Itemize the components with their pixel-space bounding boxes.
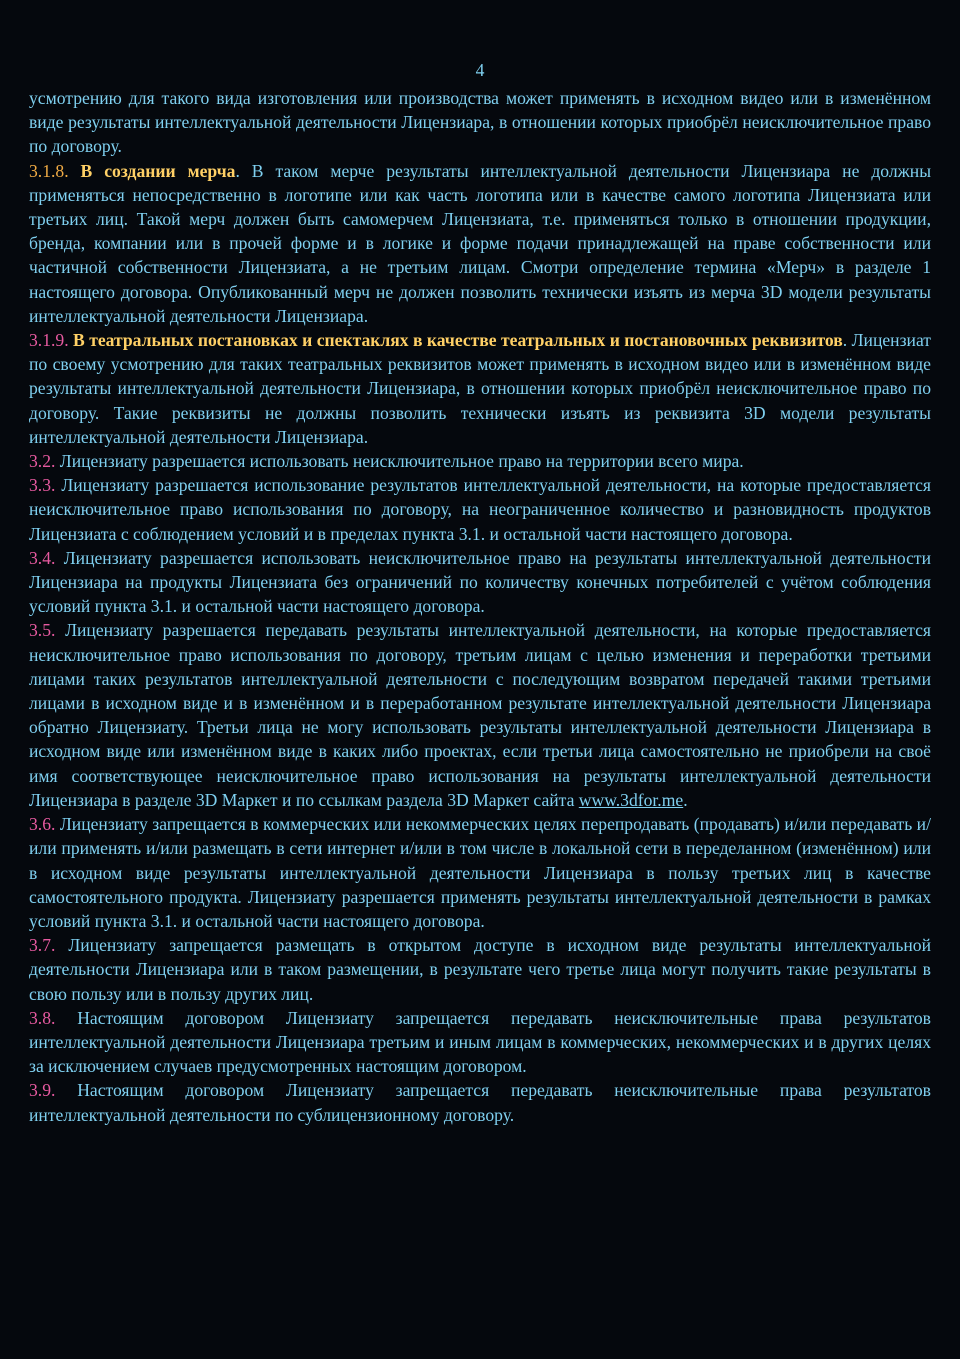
clause-text: Лицензиат по своему усмотрению для таких театральных реквизитов может применять в исходном видео или в изменённом виде результаты интеллектуальной деятельности Лицензиара, в отношении которых приобрёл неисключительное право по договору. Такие реквизиты не должны позволить технически изъять из реквизита 3D модели результаты интеллектуальной деятельности Лицензиара.: [29, 330, 931, 447]
clause-number: 3.6.: [29, 814, 56, 835]
clause-number: 3.3.: [29, 475, 56, 496]
clause-title: В театральных постановках и спектаклях в качестве театральных и постановочных реквизитов: [73, 330, 843, 351]
clause-text: Настоящим договором Лицензиату запрещается передавать неисключительные права результатов интеллектуальной деятельности Лицензиара третьим и иным лицам в коммерческих, некоммерческих и в других целях за исключением случаев предусмотренных настоящим договором.: [29, 1007, 931, 1077]
paragraph-continuation: [29, 86, 931, 159]
website-link[interactable]: www.3dfor.me: [578, 789, 684, 810]
clause-text: Лицензиату разрешается использовать неисключительное право на территории всего мира.: [59, 451, 744, 472]
clause-text: Лицензиату разрешается использовать неисключительное право на результаты интеллектуальной деятельности Лицензиара на продукты Лицензиата без ограничений по количеству конечных потребителей с учётом соблюдения условий пункта 3.1. и остальной части настоящего договора.: [29, 547, 932, 617]
clause-number: 3.7.: [29, 935, 56, 956]
clause-text: В таком мерче результаты интеллектуальной деятельности Лицензиара не должны применяться непосредственно в логотипе или как часть логотипа или в качестве самого логотипа Лицензиата или третьих лиц. Такой мерч должен быть самомерчем Лицензиата, т.е. применяться только в отношении продукции, бренда, компании или в прочей форме и в логике и форме подачи принадлежащей на праве собственности или частичной собственности Лицензиата, а не третьим лицам. Смотри определение термина «Мерч» в разделе 1 настоящего договора. Опубликованный мерч не должен позволить технически изъять из мерча 3D модели результаты интеллектуальной деятельности Лицензиара.: [29, 160, 932, 326]
clause-3-7: [29, 933, 931, 1006]
clause-number: 3.8.: [29, 1007, 56, 1028]
clause-number: 3.1.9.: [29, 330, 69, 351]
clause-title-end: .: [235, 160, 240, 181]
clause-3-3: [29, 473, 931, 546]
clause-3-2: [29, 449, 931, 473]
clause-text: Лицензиату запрещается в коммерческих или некоммерческих целях перепродавать (продавать) и/или передавать и/или применять и/или размещать в сети интернет и/или в том числе в локальной сети в переделанном (изменённом) или в исходном виде результаты интеллектуальной деятельности Лицензиара в пользу третьих лиц в качестве самостоятельного продукта. Лицензиату разрешается применять результаты интеллектуальной деятельности в рамках условий пункта 3.1. и остальной части настоящего договора.: [29, 814, 931, 931]
clause-3-1-9: [29, 328, 931, 449]
clause-3-4: [29, 546, 931, 619]
clause-text: Лицензиату разрешается использование результатов интеллектуальной деятельности, на которые предоставляется неисключительное право использования по договору, на неограниченное количество и разновидность продуктов Лицензиата с соблюдением условий и в пределах пункта 3.1. и остальной части настоящего договора.: [29, 475, 931, 544]
clause-3-8: [29, 1006, 931, 1079]
clause-3-1-8: [29, 159, 931, 328]
clause-number: 3.5.: [29, 620, 56, 641]
paragraph-text: усмотрению для такого вида изготовления или производства может применять в исходном видео или в изменённом виде результаты интеллектуальной деятельности Лицензиара, в отношении которых приобрёл неисключительное право по договору.: [29, 88, 931, 157]
clause-text: Лицензиату разрешается передавать результаты интеллектуальной деятельности, на которые предоставляется неисключительное право использования по договору, третьим лицам с целью изменения и переработки третьими лицами таких результатов интеллектуальной деятельности с последующим возвратом передачей такими третьими лицами в исходном виде и в изменённом и в переработанном результате интеллектуальной деятельности Лицензиара обратно Лицензиату. Третьи лица не могу использовать результаты интеллектуальной деятельности Лицензиара в исходном виде или изменённом виде в каких либо проектах, если третьи лица самостоятельно не приобрели на своё имя соответствующее неисключительное право использования на результаты интеллектуальной деятельности Лицензиара в разделе 3D Маркет и по ссылкам раздела 3D Маркет сайта: [29, 620, 931, 810]
clause-text: Настоящим договором Лицензиату запрещается передавать неисключительные права результатов интеллектуальной деятельности по сублицензионному договору.: [29, 1080, 931, 1125]
clause-number: 3.1.8.: [29, 160, 69, 181]
clause-number: 3.9.: [29, 1080, 56, 1101]
clause-text: Лицензиату запрещается размещать в открытом доступе в исходном виде результаты интеллектуальной деятельности Лицензиара или в таком размещении, в результате чего третье лица могут получить такие результаты в свою пользу или в пользу других лиц.: [29, 935, 931, 1004]
clause-3-5: [29, 618, 931, 812]
clause-end: .: [683, 789, 688, 810]
clause-title-end: .: [842, 330, 848, 351]
clause-3-6: [29, 812, 931, 933]
clause-number: 3.4.: [29, 547, 56, 568]
page-number: 4: [475, 60, 485, 80]
clause-3-9: [29, 1078, 931, 1126]
clause-number: 3.2.: [29, 451, 56, 472]
clause-title: В создании мерча: [80, 160, 236, 181]
